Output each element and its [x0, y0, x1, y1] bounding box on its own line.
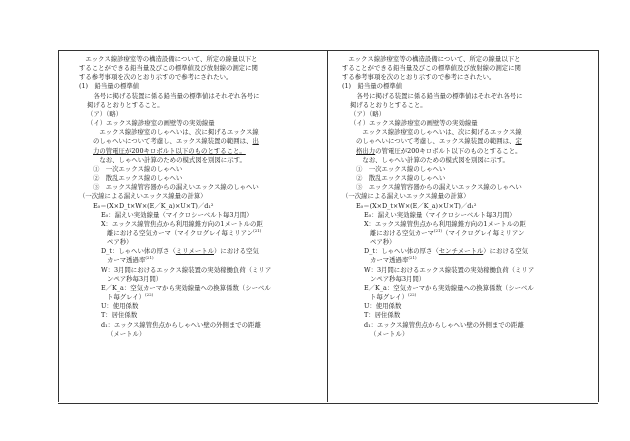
- definition-line: カーマ透過率$^{(21)}$: [107, 255, 154, 265]
- amended-text: 出: [252, 137, 259, 146]
- amended-text: センチメートル: [438, 247, 484, 256]
- text-line: エックス線診療室のしゃへいは、次に掲げるエックス線: [356, 128, 522, 137]
- formula: E₀＝(X×D_t×W×(E／K_a)×U×T)／d₁²: [356, 201, 477, 210]
- table-border-right: [598, 50, 599, 402]
- definition-line: D_t：しゃへい体の厚さ（ミリメートル）における空気: [101, 247, 259, 256]
- definition-line: ペア秒）: [370, 238, 396, 247]
- definition-line: E／K_a：空気カーマから実効線量への換算係数（シーベル: [364, 283, 534, 292]
- footnote-ref: (22): [408, 291, 417, 297]
- definition-line: E／K_a：空気カーマから実効線量への換算係数（シーベル: [101, 283, 271, 292]
- list-item: ② 散乱エックス線のしゃへい: [93, 174, 183, 183]
- section-heading: (1) 鉛当量の標準値: [79, 82, 140, 91]
- definition-line: ンペア秒毎3月間）: [370, 274, 426, 283]
- text-line: （一次線による漏えいエックス線量の計算）: [79, 192, 207, 201]
- definition-line: カーマ透過率$^{(21)}$: [370, 255, 417, 265]
- definition-line: ト毎グレイ）$^{(22)}$: [370, 291, 417, 302]
- definition-line: d₁：エックス線管焦点からしゃへい壁の外側までの距離: [101, 320, 261, 329]
- section-heading: (1) 鉛当量の標準値: [342, 82, 403, 91]
- text-line: （一次線による漏えいエックス線量の計算）: [342, 192, 470, 201]
- text-line: のしゃへいについて考慮し、エックス線装置の範囲は、定: [356, 137, 522, 146]
- text-line: のしゃへいについて考慮し、エックス線装置の範囲は、出: [93, 137, 259, 146]
- amended-text: 格出力: [356, 146, 376, 155]
- definition-line: 離における空気カーマ$^{(21)}$（マイクログレイ毎ミリアン: [370, 227, 525, 237]
- footnote-ref: (21): [408, 255, 417, 261]
- text-line: 掲げるとおりとすること。: [87, 100, 164, 109]
- table-divider: [327, 50, 328, 402]
- amended-text: 力の管電圧が200キロボルト以下のものとすること。: [93, 146, 246, 155]
- definition-line: ト毎グレイ）$^{(22)}$: [107, 291, 154, 302]
- definition-line: （メートル）: [370, 329, 409, 338]
- footnote-ref: (21): [145, 255, 154, 261]
- subsection-heading: （イ）エックス線診療室の画壁等の実効線量: [350, 119, 478, 128]
- list-item: ③ エックス線管容器からの漏えいエックス線のしゃへい: [93, 183, 259, 192]
- definition-line: 離における空気カーマ（マイクログレイ毎ミリアン$^{(21)}$: [107, 227, 262, 237]
- formula: E₀＝(X×D_t×W×(E／K_a)×U×T)／d₁²: [93, 201, 214, 210]
- definition-line: ペア秒）: [107, 238, 133, 247]
- footnote-ref: (21): [253, 227, 262, 233]
- text-line: なお、しゃへい計算のための模式図を別図に示す。: [93, 155, 246, 164]
- list-item: ① 一次エックス線のしゃへい: [356, 164, 446, 173]
- left-column: [79, 55, 317, 339]
- definition-line: T：居住係数: [101, 311, 138, 320]
- definition-line: E₀：漏えい実効線量（マイクロシーベルト毎3月間）: [101, 210, 253, 219]
- definition-line: D_t：しゃへい体の厚さ（センチメートル）における空気: [364, 247, 529, 256]
- definition-line: d₁：エックス線管焦点からしゃへい壁の外側までの距離: [364, 320, 524, 329]
- text-line: 掲げるとおりとすること。: [350, 100, 427, 109]
- definition-line: E₀：漏えい実効線量（マイクロシーベルト毎3月間）: [364, 210, 516, 219]
- text-line: なお、しゃへい計算のための模式図を別図に示す。: [356, 155, 509, 164]
- text-line: する参考事項を次のとおり示すので参考にされたい。: [79, 73, 233, 82]
- footnote-ref: (22): [145, 291, 154, 297]
- text-line: （ア）（略）: [350, 109, 386, 118]
- footnote-ref: (21): [433, 227, 443, 233]
- amended-text: 定: [515, 137, 522, 146]
- definition-line: W：3月間におけるエックス線装置の実効稼働負荷（ミリア: [364, 265, 535, 274]
- definition-line: ンペア秒毎3月間）: [107, 274, 163, 283]
- text-line: 格出力の管電圧が200キロボルト以下のものとすること。: [356, 146, 522, 155]
- text-line: することができる鉛当量及びこの標準値及び放射線の測定に関: [342, 64, 521, 73]
- definition-line: T：居住係数: [364, 311, 401, 320]
- text-line: （ア）（略）: [87, 109, 123, 118]
- text-line: エックス線診療室等の構造設備について、所定の線量以下と: [79, 55, 258, 63]
- text-line: する参考事項を次のとおり示すので参考にされたい。: [342, 73, 496, 82]
- text-line: [79, 147, 317, 156]
- text-line: エックス線診療室等の構造設備について、所定の線量以下と: [342, 55, 521, 63]
- right-column: [342, 55, 580, 339]
- amended-text: ミリメートル: [175, 247, 215, 256]
- text-line: 各号に掲げる装置に係る鉛当量の標準値はそれぞれ各号に: [87, 91, 260, 100]
- list-item: ② 散乱エックス線のしゃへい: [356, 174, 446, 183]
- definition-line: U：使用係数: [101, 302, 139, 311]
- subsection-heading: （イ）エックス線診療室の画壁等の実効線量: [87, 119, 215, 128]
- definition-line: （メートル）: [107, 329, 146, 338]
- list-item: ① 一次エックス線のしゃへい: [93, 164, 183, 173]
- text-line: 各号に掲げる装置に係る鉛当量の標準値はそれぞれ各号に: [350, 91, 523, 100]
- text-line: することができる鉛当量及びこの標準値及び放射線の測定に関: [79, 64, 258, 73]
- definition-line: X：エックス線管焦点から利用線錐方向の1メートルの距: [364, 219, 526, 228]
- list-item: ③ エックス線管容器からの漏えいエックス線のしゃへい: [356, 183, 522, 192]
- definition-line: W：3月間におけるエックス線装置の実効稼働負荷（ミリア: [101, 265, 272, 274]
- definition-line: U：使用係数: [364, 302, 402, 311]
- text-line: エックス線診療室のしゃへいは、次に掲げるエックス線: [93, 128, 259, 137]
- table-border-left: [58, 50, 59, 402]
- definition-line: X：エックス線管焦点から利用線錐方向の1メートルの距: [101, 219, 263, 228]
